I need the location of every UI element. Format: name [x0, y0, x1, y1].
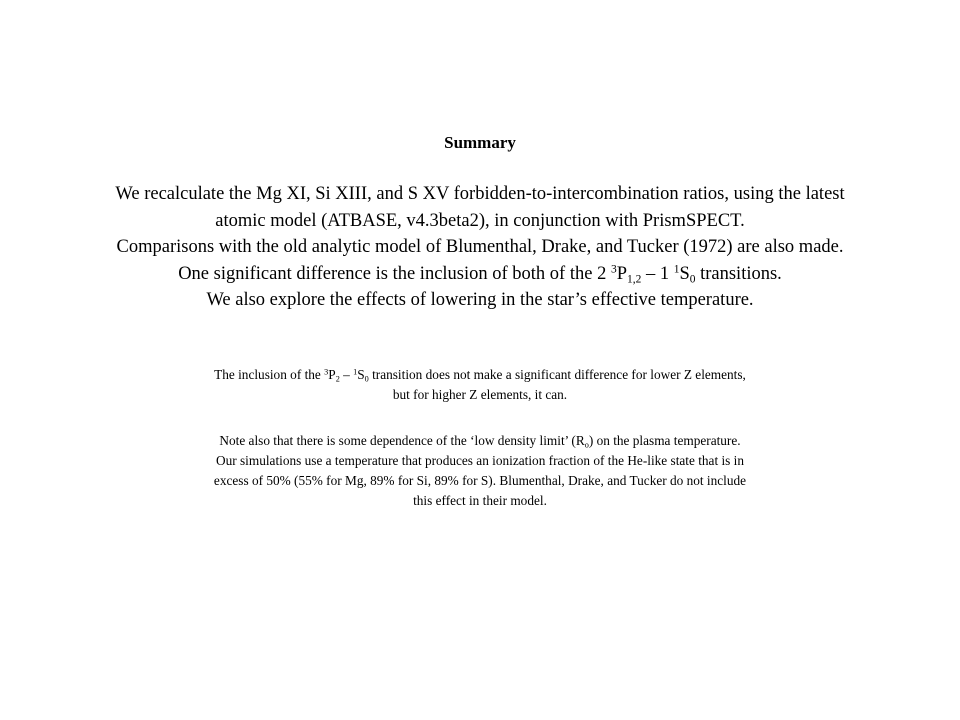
- main-line-4-pre: One significant difference is the inclusion of both of the 2: [178, 263, 611, 284]
- term-superscript: 1: [673, 263, 680, 276]
- note2-line-1-pre: Note also that there is some dependence of the ‘low density limit’ (R: [219, 433, 585, 448]
- note1-line-2: but for higher Z elements, it can.: [392, 387, 568, 402]
- note2-line-1: [140, 431, 820, 451]
- term-subscript: 0: [364, 374, 369, 384]
- term-subscript: o: [584, 440, 589, 450]
- term-subscript: 1,2: [626, 272, 642, 285]
- term-subscript: 0: [689, 272, 696, 285]
- main-line-1: We recalculate the Mg XI, Si XIII, and S XV forbidden-to-intercombination ratios, using the latest: [115, 184, 845, 204]
- summary-main-text: [40, 181, 920, 314]
- note1-line-1: [140, 365, 820, 385]
- summary-title: Summary: [444, 133, 516, 152]
- main-line-4-post: transitions.: [695, 263, 782, 284]
- term-letter: S: [357, 367, 365, 382]
- note2-line-4: this effect in their model.: [413, 493, 547, 508]
- note2-line-1-post: ) on the plasma temperature.: [588, 433, 741, 448]
- term-letter: P: [616, 263, 627, 284]
- term-subscript: 2: [335, 374, 340, 384]
- main-line-4: [40, 261, 920, 288]
- main-line-3: Comparisons with the old analytic model of Blumenthal, Drake, and Tucker (1972) are also made.: [116, 237, 844, 257]
- note1-line-1-pre: The inclusion of the: [214, 367, 325, 382]
- note2-line-2: Our simulations use a temperature that produces an ionization fraction of the He-like state that is in: [215, 453, 745, 468]
- note-transition: [140, 365, 820, 405]
- note1-line-1-mid: –: [339, 367, 354, 382]
- main-line-2: atomic model (ATBASE, v4.3beta2), in conjunction with PrismSPECT.: [215, 210, 745, 231]
- main-line-5: We also explore the effects of lowering in the star’s effective temperature.: [206, 290, 754, 310]
- note2-line-3: excess of 50% (55% for Mg, 89% for Si, 89% for S). Blumenthal, Drake, and Tucker do not include: [213, 473, 747, 488]
- term-letter: P: [328, 367, 336, 382]
- note-density-limit: [140, 431, 820, 511]
- term-superscript: 3: [324, 367, 329, 377]
- term-superscript: 3: [610, 263, 617, 276]
- term-superscript: 1: [353, 367, 358, 377]
- main-line-4-mid: – 1: [641, 263, 674, 284]
- term-letter: S: [679, 263, 690, 284]
- note1-line-1-post: transition does not make a significant difference for lower Z elements,: [368, 367, 746, 382]
